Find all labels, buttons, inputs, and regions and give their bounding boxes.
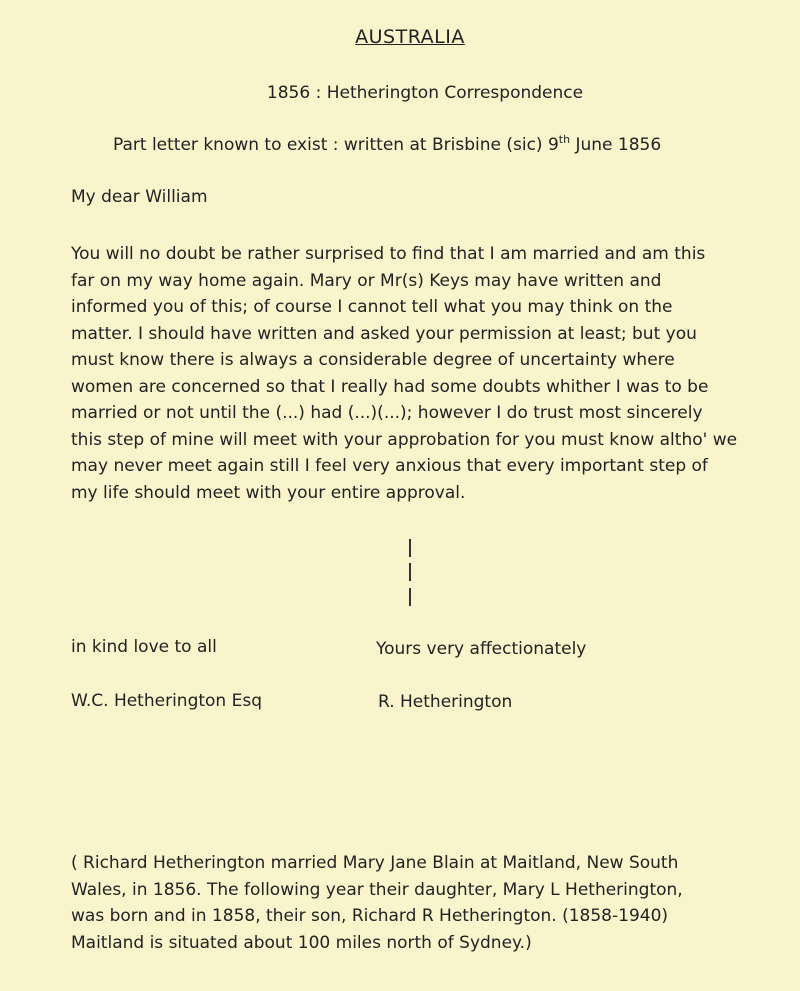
body-line: informed you of this; of course I cannot tell what you may think on the xyxy=(71,297,673,317)
body-line: my life should meet with your entire approval. xyxy=(71,482,466,503)
closing-left: in kind love to all xyxy=(71,637,217,657)
body-line: married or not until the (...) had (...)(...); however I do trust most sincerely xyxy=(71,403,703,423)
note-line: ( Richard Hetherington married Mary Jane Blain at Maitland, New South xyxy=(71,853,679,873)
signature: R. Hetherington xyxy=(378,692,513,712)
body-line: You will no doubt be rather surprised to find that I am married and am this xyxy=(71,244,706,264)
body-line: women are concerned so that I really had some doubts whither I was to be xyxy=(71,376,709,397)
body-line: may never meet again still I feel very anxious that every important step of xyxy=(71,456,708,476)
body-line: matter. I should have written and asked your permission at least; but you xyxy=(71,323,697,344)
body-line: must know there is always a considerable degree of uncertainty where xyxy=(71,350,675,370)
note-line: Wales, in 1856. The following year their daughter, Mary L Hetherington, xyxy=(71,879,683,900)
closing-right: Yours very affectionately xyxy=(376,639,587,659)
subtitle: 1856 : Hetherington Correspondence xyxy=(266,83,584,103)
omission-mark xyxy=(409,539,411,557)
omission-mark xyxy=(409,588,411,606)
salutation: My dear William xyxy=(71,187,208,207)
part-letter-prefix: Part letter known to exist : written at Brisbine (sic) 9 xyxy=(113,135,559,155)
part-letter-superscript: th xyxy=(558,133,571,146)
addressee: W.C. Hetherington Esq xyxy=(71,691,262,711)
page-title: AUSTRALIA xyxy=(355,26,465,48)
note-line: was born and in 1858, their son, Richard R Hetherington. (1858-1940) xyxy=(71,906,669,926)
part-letter-suffix: June 1856 xyxy=(570,135,662,155)
body-line: this step of mine will meet with your approbation for you must know altho' we xyxy=(71,429,738,450)
part-letter-line xyxy=(113,135,661,155)
editorial-note xyxy=(71,850,781,956)
body-line: far on my way home again. Mary or Mr(s) Keys may have written and xyxy=(71,270,662,291)
note-line: Maitland is situated about 100 miles north of Sydney.) xyxy=(71,932,532,953)
letter-body xyxy=(71,241,781,506)
omission-mark xyxy=(409,563,411,581)
